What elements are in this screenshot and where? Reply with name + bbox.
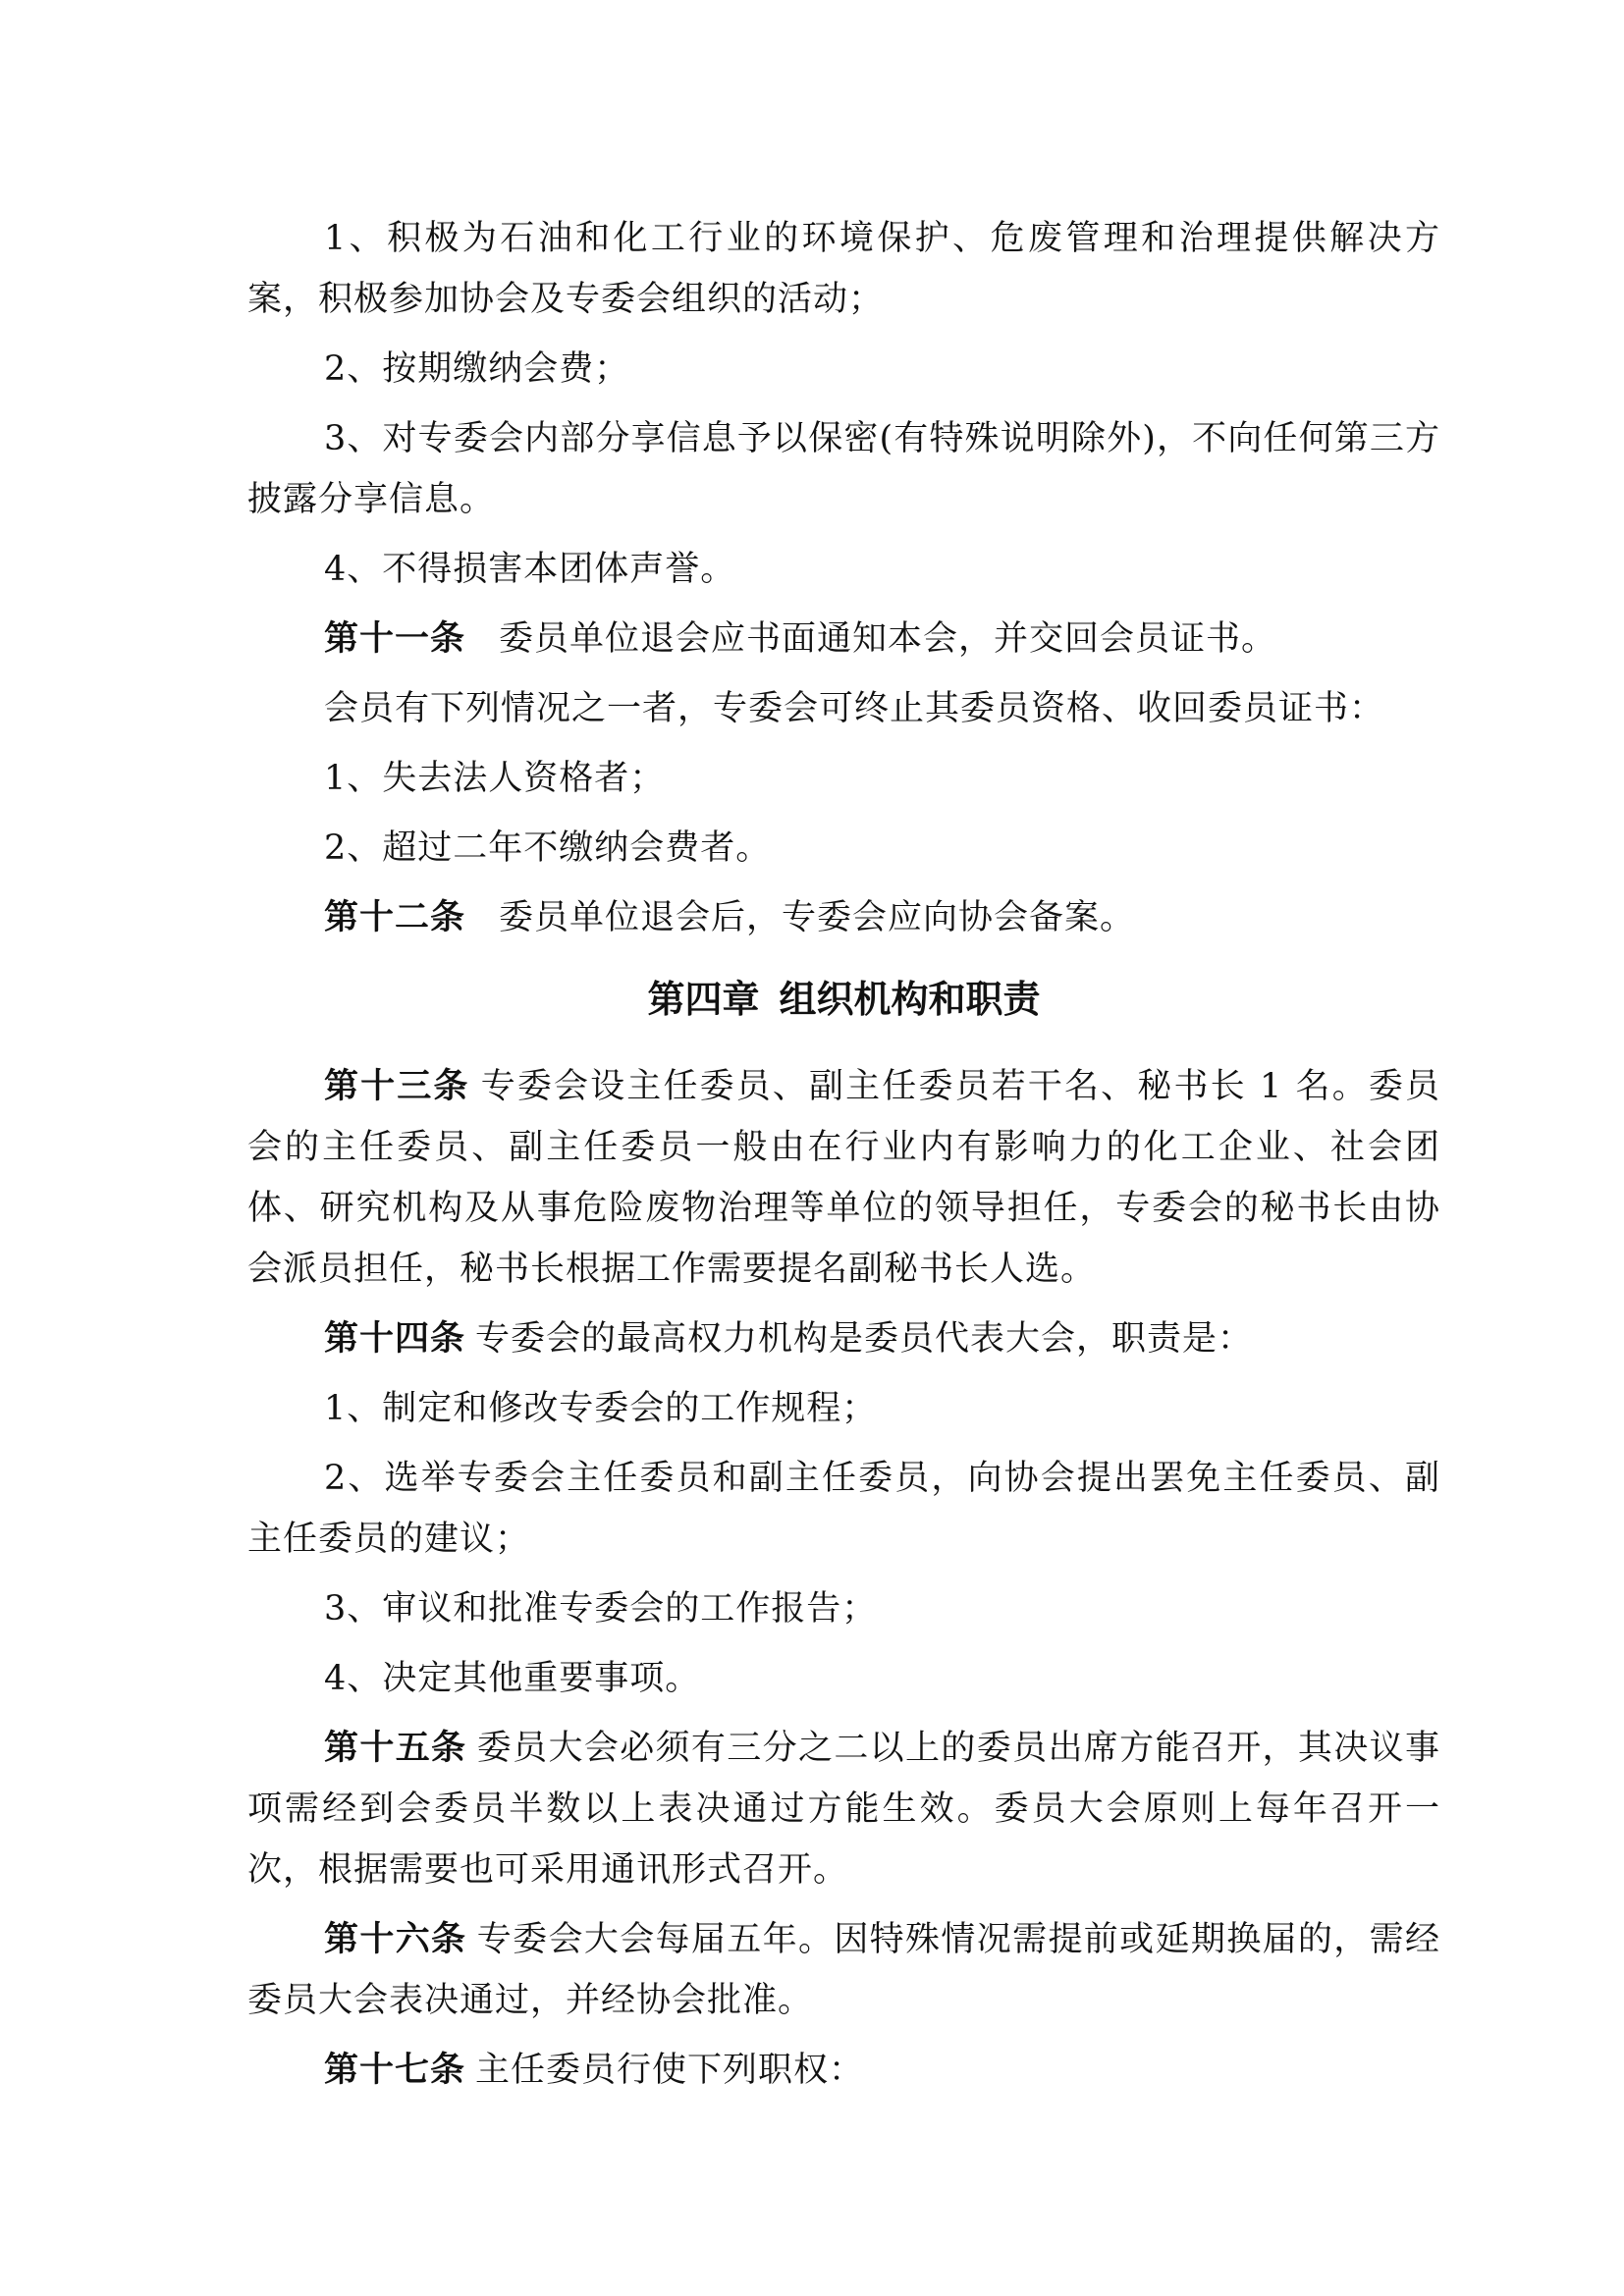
article-13 xyxy=(247,1056,1440,1300)
congress-duty-item: 3、审议和批准专委会的工作报告； xyxy=(324,1589,878,1629)
chapter-title: 组织机构和职责 xyxy=(779,978,1041,1021)
article-label: 第十四条 xyxy=(324,1319,466,1359)
article-label: 第十六条 xyxy=(324,1920,467,1959)
congress-duty-item: 1、制定和修改专委会的工作规程； xyxy=(324,1389,878,1428)
congress-duty-item: 2、选举专委会主任委员和副主任委员，向协会提出罢免主任委员、副主任委员的建议； xyxy=(247,1459,1440,1559)
article-text: 委员单位退会应书面通知本会，并交回会员证书。 xyxy=(499,619,1277,659)
article-label: 第十七条 xyxy=(324,2051,466,2090)
article-text: 专委会设主任委员、副主任委员若干名、秘书长 1 名。委员会的主任委员、副主任委员一般由在行业内有影响力的化工企业、社会团体、研究机构及从事危险废物治理等单位的领导担任，专委会的秘书长由协会派员担任，秘书长根据工作需要提名副秘书长人选。 xyxy=(247,1067,1440,1289)
article-text: 委员单位退会后，专委会应向协会备案。 xyxy=(499,898,1136,937)
article-14 xyxy=(247,1308,1440,1369)
article-17 xyxy=(247,2040,1440,2101)
article-11 xyxy=(247,609,1440,669)
document-page xyxy=(247,208,1440,2109)
article-label: 第十三条 xyxy=(324,1067,470,1106)
duty-item: 1、积极为石油和化工行业的环境保护、危废管理和治理提供解决方案，积极参加协会及专委会组织的活动； xyxy=(247,219,1440,319)
article-text: 专委会的最高权力机构是委员代表大会，职责是： xyxy=(475,1319,1254,1359)
article-label: 第十一条 xyxy=(324,619,466,659)
article-16 xyxy=(247,1909,1440,2031)
congress-duty-item: 4、决定其他重要事项。 xyxy=(324,1659,701,1698)
article-label: 第十五条 xyxy=(324,1729,467,1768)
article-15 xyxy=(247,1718,1440,1900)
article-text: 委员大会必须有三分之二以上的委员出席方能召开，其决议事项需经到会委员半数以上表决通过方能生效。委员大会原则上每年召开一次，根据需要也可采用通讯形式召开。 xyxy=(247,1729,1440,1890)
article-label: 第十二条 xyxy=(324,898,466,937)
duty-item: 2、按期缴纳会费； xyxy=(324,349,630,389)
termination-item: 1、失去法人资格者； xyxy=(324,759,666,798)
chapter-heading xyxy=(247,970,1440,1029)
termination-item: 2、超过二年不缴纳会费者。 xyxy=(324,828,772,868)
article-11-continuation: 会员有下列情况之一者，专委会可终止其委员资格、收回委员证书： xyxy=(324,689,1385,728)
article-text: 主任委员行使下列职权： xyxy=(475,2051,865,2090)
article-12 xyxy=(247,887,1440,948)
article-text: 专委会大会每届五年。因特殊情况需提前或延期换届的，需经委员大会表决通过，并经协会批准。 xyxy=(247,1920,1440,2020)
chapter-number: 第四章 xyxy=(647,978,760,1021)
duty-item: 4、不得损害本团体声誉。 xyxy=(324,550,736,589)
duty-item: 3、对专委会内部分享信息予以保密(有特殊说明除外)，不向任何第三方披露分享信息。 xyxy=(247,419,1440,519)
